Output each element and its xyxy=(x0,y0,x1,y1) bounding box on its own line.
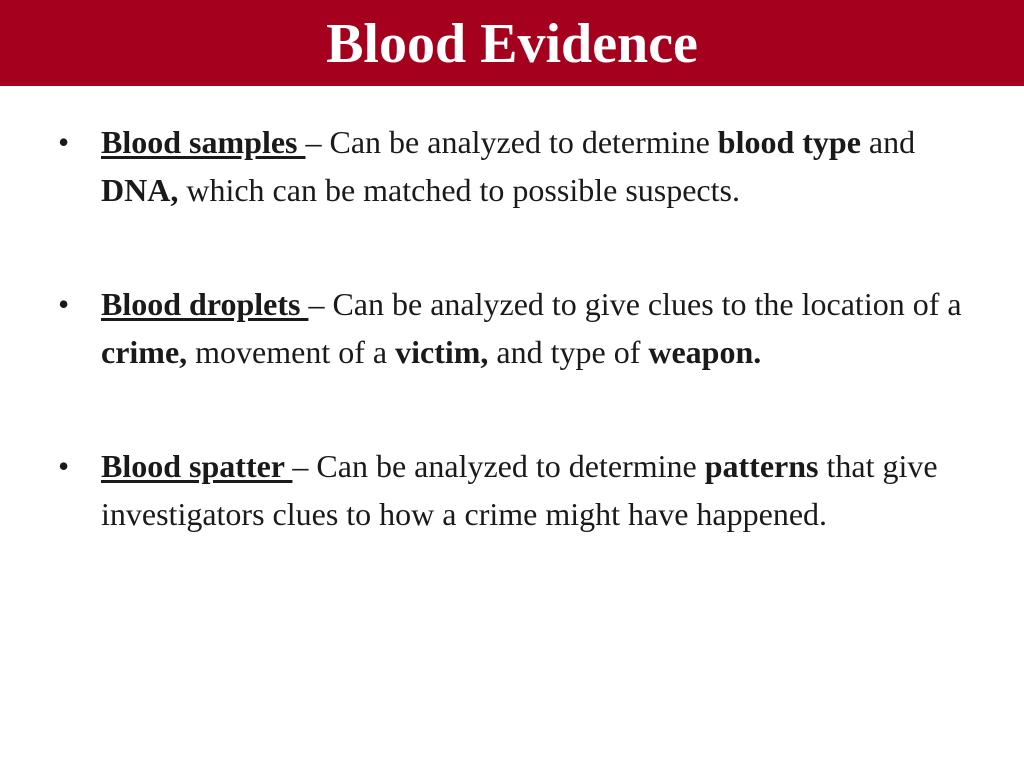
bullet-text: and type of xyxy=(488,334,649,370)
bullet-text: – Can be analyzed to give clues to the location of a xyxy=(308,286,962,322)
bullet-term: Blood spatter xyxy=(101,448,293,484)
bullet-bold-text: victim, xyxy=(395,334,489,370)
bullet-text: that give investigators clues to how a crime might have happened. xyxy=(101,448,938,532)
bullet-bold-text: blood type xyxy=(717,124,861,160)
bullet-item-blood-droplets xyxy=(0,280,1024,376)
title-bar xyxy=(0,0,1024,86)
bullet-bold-text: crime, xyxy=(101,334,188,370)
bullet-list xyxy=(0,118,1024,604)
bullet-bold-text: DNA, xyxy=(101,172,179,208)
bullet-item-blood-samples xyxy=(0,118,1024,214)
bullet-text: – Can be analyzed to determine xyxy=(305,124,718,160)
bullet-text: and xyxy=(860,124,916,160)
bullet-bold-text: patterns xyxy=(704,448,819,484)
bullet-bold-text: weapon. xyxy=(648,334,762,370)
slide-title: Blood Evidence xyxy=(326,13,698,75)
bullet-dot-icon: • xyxy=(58,448,70,484)
bullet-dot-icon: • xyxy=(58,286,70,322)
bullet-text: movement of a xyxy=(187,334,396,370)
bullet-item-blood-spatter xyxy=(0,442,1024,538)
bullet-text: which can be matched to possible suspects. xyxy=(178,172,740,208)
bullet-dot-icon: • xyxy=(58,124,70,160)
bullet-term: Blood samples xyxy=(101,124,306,160)
bullet-text: – Can be analyzed to determine xyxy=(292,448,705,484)
bullet-term: Blood droplets xyxy=(101,286,309,322)
